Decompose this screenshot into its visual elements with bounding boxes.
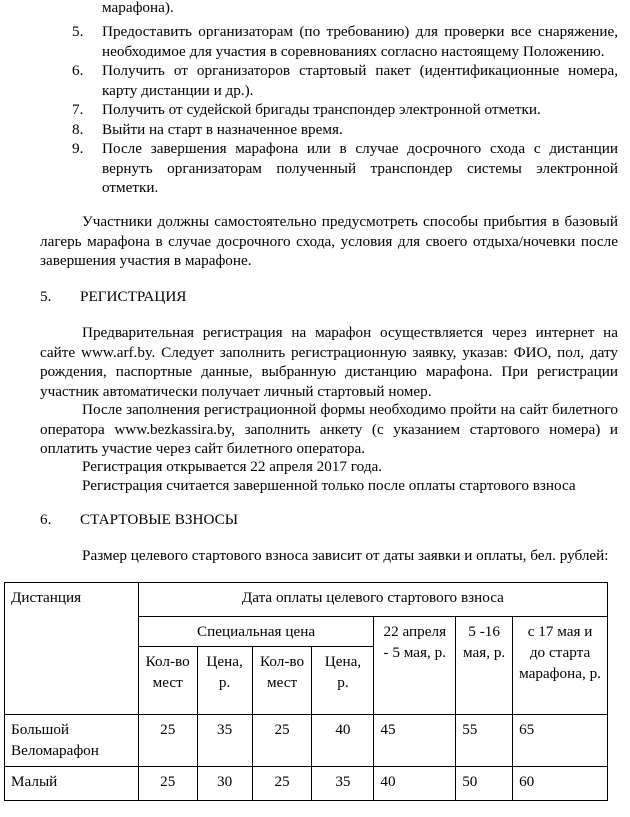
- table-cell: 35: [312, 767, 374, 801]
- registration-paragraph: Регистрация считается завершенной только после оплаты стартового взноса: [82, 477, 576, 494]
- table-cell: 25: [252, 767, 312, 801]
- registration-paragraph: Предварительная регистрация на марафон осуществляется через интернет на сайте www.arf.by. Следует заполнить регистрационную заявку, указав: ФИО, пол, дату рождения, паспортные данные, выбранную дистанцию марафона. При регистрации участник автоматически получает личный стартовый номер.: [40, 324, 618, 400]
- header-price: Цена, р.: [312, 647, 374, 715]
- section-title: СТАРТОВЫЕ ВЗНОСЫ: [80, 511, 238, 528]
- list-item: [72, 61, 618, 100]
- table-cell: 25: [138, 767, 197, 801]
- header-distance: Дистанция: [5, 583, 139, 715]
- fees-table: [4, 582, 608, 801]
- list-number: 9.: [72, 140, 84, 157]
- list-item: [72, 100, 618, 120]
- table-cell: 25: [138, 715, 197, 767]
- header-payment-date: Дата оплаты целевого стартового взноса: [138, 583, 607, 617]
- distance-name: Малый: [5, 767, 139, 801]
- list-number: 7.: [72, 101, 84, 118]
- header-qty: Кол-во мест: [252, 647, 312, 715]
- table-cell: 35: [197, 715, 252, 767]
- continued-line: марафона).: [102, 0, 174, 16]
- registration-paragraph: Регистрация открывается 22 апреля 2017 года.: [82, 458, 383, 475]
- list-item: [72, 139, 618, 198]
- section-heading-registration: [40, 287, 186, 307]
- table-cell: 65: [513, 715, 608, 767]
- table-header-row: [5, 583, 608, 617]
- header-period-1: 22 апреля - 5 мая, р.: [374, 617, 456, 715]
- table-cell: 40: [312, 715, 374, 767]
- section-number: 6.: [40, 511, 52, 528]
- list-number: 5.: [72, 23, 84, 40]
- table-row: [5, 715, 608, 767]
- table-cell: 55: [456, 715, 513, 767]
- table-cell: 45: [374, 715, 456, 767]
- header-period-2: 5 -16 мая, р.: [456, 617, 513, 715]
- list-text: Получить от судейской бригады транспондер электронной отметки.: [102, 101, 541, 118]
- header-price: Цена, р.: [197, 647, 252, 715]
- list-item: [72, 120, 618, 140]
- header-period-3: с 17 мая и до старта марафона, р.: [513, 617, 608, 715]
- section-number: 5.: [40, 288, 52, 305]
- list-text: Получить от организаторов стартовый пакет (идентификационные номера, карту дистанции и др.).: [102, 62, 618, 99]
- table-row: [5, 767, 608, 801]
- list-text: Выйти на старт в назначенное время.: [102, 120, 343, 138]
- fees-intro: Размер целевого стартового взноса зависит от даты заявки и оплаты, бел. рублей:: [82, 547, 609, 564]
- list-number: 8.: [72, 120, 84, 138]
- duties-list: [72, 22, 618, 198]
- table-cell: 25: [252, 715, 312, 767]
- list-text: Предоставить организаторам (по требованию) для проверки все снаряжение, необходимое для участия в соревнованиях согласно настоящему Положению.: [102, 23, 618, 60]
- list-item: [72, 22, 618, 61]
- section-heading-fees: [40, 510, 238, 530]
- distance-name: Большой Веломарафон: [5, 715, 139, 767]
- registration-paragraph: После заполнения регистрационной формы необходимо пройти на сайт билетного оператора www.bezkassira.by, заполнить анкету (с указанием стартового номера) и оплатить участие через сайт билетного оператора.: [40, 401, 618, 457]
- table-cell: 50: [456, 767, 513, 801]
- participants-note: Участники должны самостоятельно предусмотреть способы прибытия в базовый лагерь марафона в случае досрочного схода, условия для своего отдыха/ночевки после завершения участия в марафоне.: [40, 213, 618, 269]
- table-cell: 40: [374, 767, 456, 801]
- list-text: После завершения марафона или в случае досрочного схода с дистанции вернуть организаторам полученный транспондер системы электронной отметки.: [102, 140, 618, 196]
- section-title: РЕГИСТРАЦИЯ: [80, 288, 187, 305]
- list-number: 6.: [72, 62, 84, 79]
- header-qty: Кол-во мест: [138, 647, 197, 715]
- header-special-price: Специальная цена: [138, 617, 374, 647]
- table-cell: 30: [197, 767, 252, 801]
- table-cell: 60: [513, 767, 608, 801]
